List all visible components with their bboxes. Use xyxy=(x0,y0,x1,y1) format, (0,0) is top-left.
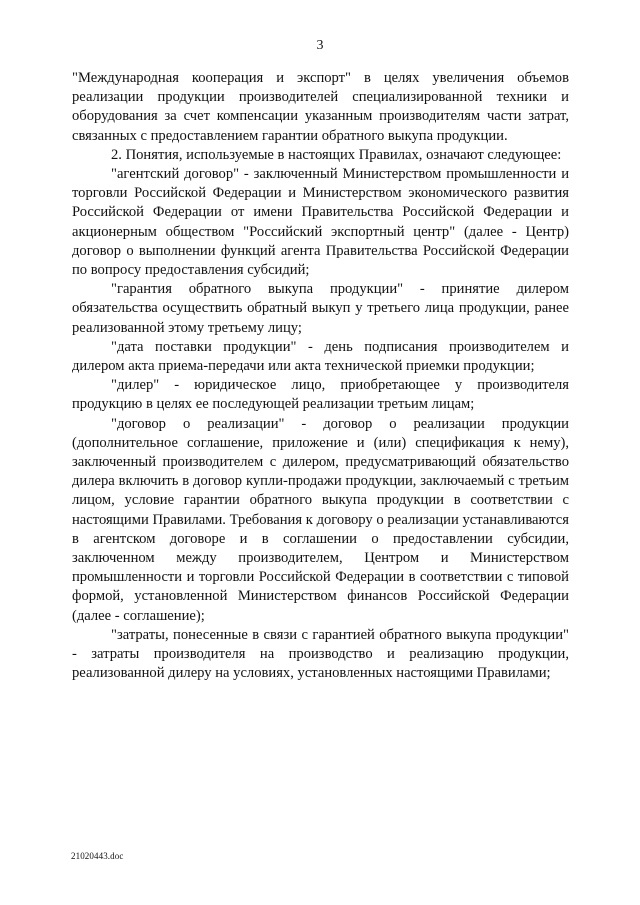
paragraph-agency-agreement: "агентский договор" - заключенный Министерством промышленности и торговли Российской Федерации и Министерством экономического развития Российской Федерации от имени Правительства Российской Федерации и акционерным обществом "Российский экспортный центр" (далее - Центр) договор о выполнении функций агента Правительства Российской Федерации по вопросу предоставления субсидий; xyxy=(72,166,569,279)
paragraph-buyback-guarantee: "гарантия обратного выкупа продукции" - принятие дилером обязательства осуществить обратный выкуп у третьего лица продукции, ранее реализованной этому третьему лицу; xyxy=(72,281,569,336)
paragraph-intro-continuation: "Международная кооперация и экспорт" в целях увеличения объемов реализации продукции производителей специализированной техники и оборудования за счет компенсации указанным производителям части затрат, связанных с предоставлением гарантии обратного выкупа продукции. xyxy=(72,70,569,144)
paragraph-buyback-costs: "затраты, понесенные в связи с гарантией обратного выкупа продукции" - затраты производителя на производство и реализацию продукции, реализованной дилеру на условиях, установленных настоящими Правилами; xyxy=(72,626,569,682)
document-body xyxy=(72,69,569,684)
paragraph-dealer: "дилер" - юридическое лицо, приобретающее у производителя продукцию в целях ее последующей реализации третьим лицам; xyxy=(72,377,569,413)
paragraph-definitions-heading: 2. Понятия, используемые в настоящих Правилах, означают следующее: xyxy=(111,146,562,163)
paragraph-sales-agreement: "договор о реализации" - договор о реализации продукции (дополнительное соглашение, приложение и (или) спецификация к нему), заключенный производителем с дилером, предусматривающий обязательство дилера включить в договор купли-продажи продукции, заключаемый с третьим лицом, условие гарантии обратного выкупа продукции в соответствии с настоящими Правилами. Требования к договору о реализации устанавливаются в агентском договоре и в соглашении о предоставлении субсидии, заключенном между производителем, Центром и Министерством промышленности и торговли Российской Федерации в соответствии с типовой формой, установленной Министерством финансов Российской Федерации (далее - соглашение); xyxy=(72,415,569,624)
paragraph-delivery-date: "дата поставки продукции" - день подписания производителем и дилером акта приема-передачи или акта технической приемки продукции; xyxy=(72,338,569,375)
footer-filename: 21020443.doc xyxy=(71,851,124,861)
page-number: 3 xyxy=(316,38,324,53)
